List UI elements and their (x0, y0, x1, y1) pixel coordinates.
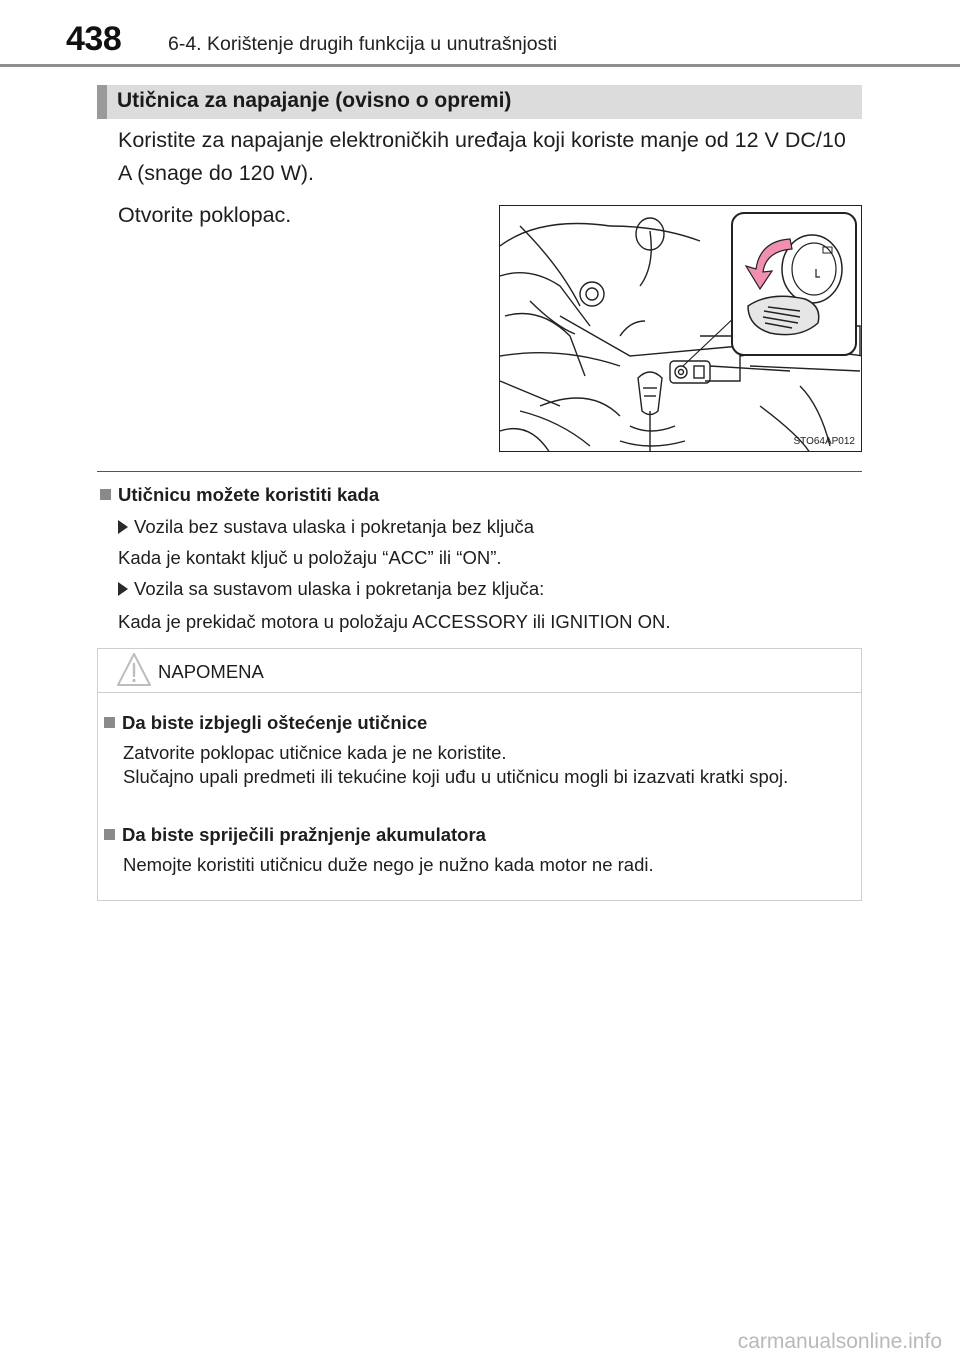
outlet-detail-callout (730, 211, 858, 357)
square-bullet-icon (104, 829, 115, 840)
notice-box (97, 648, 862, 901)
notice-sub-heading-2: Da biste spriječili pražnjenje akumulatora (104, 824, 486, 846)
usage-item-2-text: Kada je prekidač motora u položaju ACCESSORY ili IGNITION ON. (118, 611, 671, 632)
triangle-bullet-icon (118, 582, 128, 596)
section-divider (97, 471, 862, 472)
intro-paragraph: Koristite za napajanje elektroničkih uređaja koji koriste manje od 12 V DC/10 A (snage do 120 W). (118, 128, 846, 185)
usage-item-1-text: Kada je kontakt ključ u položaju “ACC” ili “ON”. (118, 547, 502, 568)
usage-item-1-label: Vozila bez sustava ulaska i pokretanja bez ključa (118, 516, 534, 538)
notice-label: NAPOMENA (158, 661, 264, 682)
notice-sub-2-text: Nemojte koristiti utičnicu duže nego je nužno kada motor ne radi. (123, 854, 654, 875)
square-bullet-icon (104, 717, 115, 728)
page-number: 438 (66, 20, 122, 58)
square-bullet-icon (100, 489, 111, 500)
warning-triangle-icon (116, 652, 152, 688)
watermark: carmanualsonline.info (737, 1330, 942, 1353)
figure-caption: STO64AP012 (793, 436, 855, 447)
triangle-bullet-icon (118, 520, 128, 534)
notice-sub-1-text: Zatvorite poklopac utičnice kada je ne koristite. Slučajno upali predmeti ili tekućine koji uđu u utičnicu mogli bi izazvati kratki spoj. (123, 742, 789, 787)
open-cover-instruction: Otvorite poklopac. (118, 203, 292, 227)
usage-item-2-label: Vozila sa sustavom ulaska i pokretanja bez ključa: (118, 578, 544, 600)
notice-header (98, 649, 861, 693)
notice-sub-heading-1: Da biste izbjegli oštećenje utičnice (104, 712, 427, 734)
header-divider (0, 64, 960, 67)
usage-heading: Utičnicu možete koristiti kada (100, 484, 379, 506)
topic-title-bar (97, 85, 862, 119)
power-outlet-illustration (499, 205, 862, 452)
topic-title: Utičnica za napajanje (ovisno o opremi) (117, 89, 512, 112)
section-title: 6-4. Korištenje drugih funkcija u unutrašnjosti (168, 33, 558, 55)
